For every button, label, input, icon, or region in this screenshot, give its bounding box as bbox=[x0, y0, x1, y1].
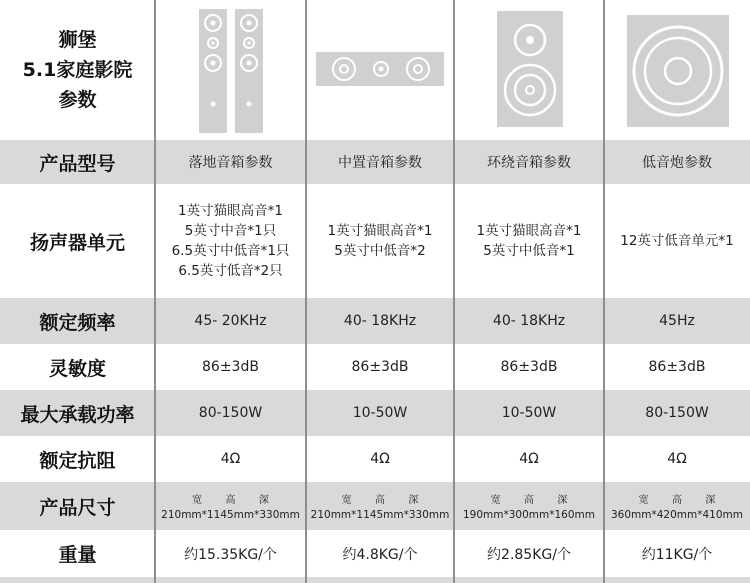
dim-value: 360mm*420mm*410mm bbox=[611, 509, 743, 521]
title-line: 参数 bbox=[58, 89, 97, 111]
dim-headers bbox=[479, 491, 579, 506]
table-cell: 环绕音箱参数 bbox=[487, 155, 571, 171]
header-row bbox=[0, 0, 750, 140]
cell-line: 5英寸中低音*1 bbox=[483, 243, 575, 259]
dim-value: 210mm*1145mm*330mm bbox=[310, 509, 450, 521]
cell-line: 1英寸猫眼高音*1 bbox=[327, 223, 433, 239]
surround-speaker-cell bbox=[454, 0, 604, 140]
row-model bbox=[0, 140, 750, 184]
title-line: 狮堡 bbox=[58, 29, 97, 51]
cell-line: 5英寸中低音*2 bbox=[334, 243, 426, 259]
column-divider bbox=[305, 0, 307, 583]
cell-line: 12英寸低音单元*1 bbox=[620, 233, 734, 249]
floor-speaker-cell bbox=[155, 0, 306, 140]
bottom-strip bbox=[0, 577, 750, 583]
row-label: 额定抗阻 bbox=[39, 449, 116, 472]
dim-header: 高 bbox=[523, 495, 534, 506]
spec-title bbox=[0, 0, 155, 140]
row-label: 重量 bbox=[58, 544, 97, 566]
table-cell: 45- 20KHz bbox=[194, 313, 267, 329]
center-speaker-cell bbox=[306, 0, 454, 140]
table-cell bbox=[454, 482, 604, 530]
dim-header: 宽 bbox=[341, 495, 352, 506]
table-cell: 40- 18KHz bbox=[343, 313, 417, 329]
dim-value: 190mm*300mm*160mm bbox=[463, 509, 595, 521]
row-impedance bbox=[0, 436, 750, 482]
cell-line: 5英寸中音*1只 bbox=[184, 223, 277, 239]
dim-header: 宽 bbox=[490, 495, 501, 506]
row-drivers bbox=[0, 184, 750, 298]
title-line: 5.1家庭影院 bbox=[22, 59, 133, 81]
table-cell: 80-150W bbox=[198, 405, 263, 421]
table-cell: 86±3dB bbox=[500, 359, 558, 375]
table-cell bbox=[155, 482, 306, 530]
table-cell bbox=[155, 184, 306, 298]
dim-headers bbox=[627, 491, 727, 506]
table-cell bbox=[454, 184, 604, 298]
dim-headers bbox=[330, 491, 430, 506]
table-cell: 10-50W bbox=[352, 405, 408, 421]
dim-header: 宽 bbox=[638, 495, 649, 506]
row-frequency bbox=[0, 298, 750, 344]
table-cell: 低音炮参数 bbox=[642, 155, 712, 171]
row-power bbox=[0, 390, 750, 436]
row-label: 产品尺寸 bbox=[39, 496, 116, 519]
table-cell bbox=[604, 482, 750, 530]
surround-speaker-icon bbox=[479, 9, 579, 131]
cell-line: 6.5英寸中低音*1只 bbox=[171, 243, 290, 259]
table-cell bbox=[306, 184, 454, 298]
floor-speaker-icon bbox=[181, 5, 281, 135]
table-cell: 4Ω bbox=[220, 451, 241, 467]
dim-headers bbox=[181, 491, 281, 506]
column-divider bbox=[453, 0, 455, 583]
table-cell: 中置音箱参数 bbox=[338, 155, 422, 171]
dim-header: 深 bbox=[557, 495, 568, 506]
dim-header: 深 bbox=[408, 495, 419, 506]
table-cell: 86±3dB bbox=[648, 359, 706, 375]
row-dimensions bbox=[0, 482, 750, 530]
subwoofer-icon bbox=[622, 9, 732, 131]
row-label: 最大承载功率 bbox=[20, 403, 135, 426]
row-sensitivity bbox=[0, 344, 750, 390]
cell-line: 1英寸猫眼高音*1 bbox=[178, 203, 283, 219]
table-cell: 约11KG/个 bbox=[641, 546, 713, 563]
table-cell: 10-50W bbox=[501, 405, 557, 421]
dim-header: 深 bbox=[258, 495, 269, 506]
table-cell bbox=[306, 482, 454, 530]
table-cell: 约15.35KG/个 bbox=[184, 546, 277, 563]
cell-line: 1英寸猫眼高音*1 bbox=[476, 223, 582, 239]
cell-line: 6.5英寸低音*2只 bbox=[178, 263, 283, 279]
subwoofer-cell bbox=[604, 0, 750, 140]
dim-value: 210mm*1145mm*330mm bbox=[161, 509, 300, 521]
table-cell: 40- 18KHz bbox=[492, 313, 566, 329]
dim-header: 高 bbox=[374, 495, 385, 506]
table-cell: 约2.85KG/个 bbox=[487, 546, 571, 563]
row-weight bbox=[0, 530, 750, 577]
table-cell bbox=[604, 184, 750, 298]
row-label: 额定频率 bbox=[39, 311, 116, 334]
dim-header: 高 bbox=[671, 495, 682, 506]
dim-header: 深 bbox=[705, 495, 716, 506]
table-cell: 45Hz bbox=[659, 313, 695, 329]
dim-header: 宽 bbox=[192, 495, 203, 506]
table-cell: 80-150W bbox=[645, 405, 709, 421]
table-cell: 落地音箱参数 bbox=[188, 155, 273, 171]
row-label: 灵敏度 bbox=[48, 357, 106, 380]
row-label: 扬声器单元 bbox=[29, 231, 125, 254]
row-label: 产品型号 bbox=[39, 152, 116, 175]
column-divider bbox=[154, 0, 156, 583]
column-divider bbox=[603, 0, 605, 583]
table-cell: 86±3dB bbox=[351, 359, 409, 375]
dim-header: 高 bbox=[225, 495, 236, 506]
table-cell: 4Ω bbox=[667, 451, 687, 467]
table-cell: 约4.8KG/个 bbox=[342, 546, 418, 563]
table-cell: 4Ω bbox=[370, 451, 390, 467]
center-speaker-icon bbox=[314, 50, 446, 90]
table-cell: 86±3dB bbox=[202, 359, 259, 375]
table-cell: 4Ω bbox=[519, 451, 539, 467]
